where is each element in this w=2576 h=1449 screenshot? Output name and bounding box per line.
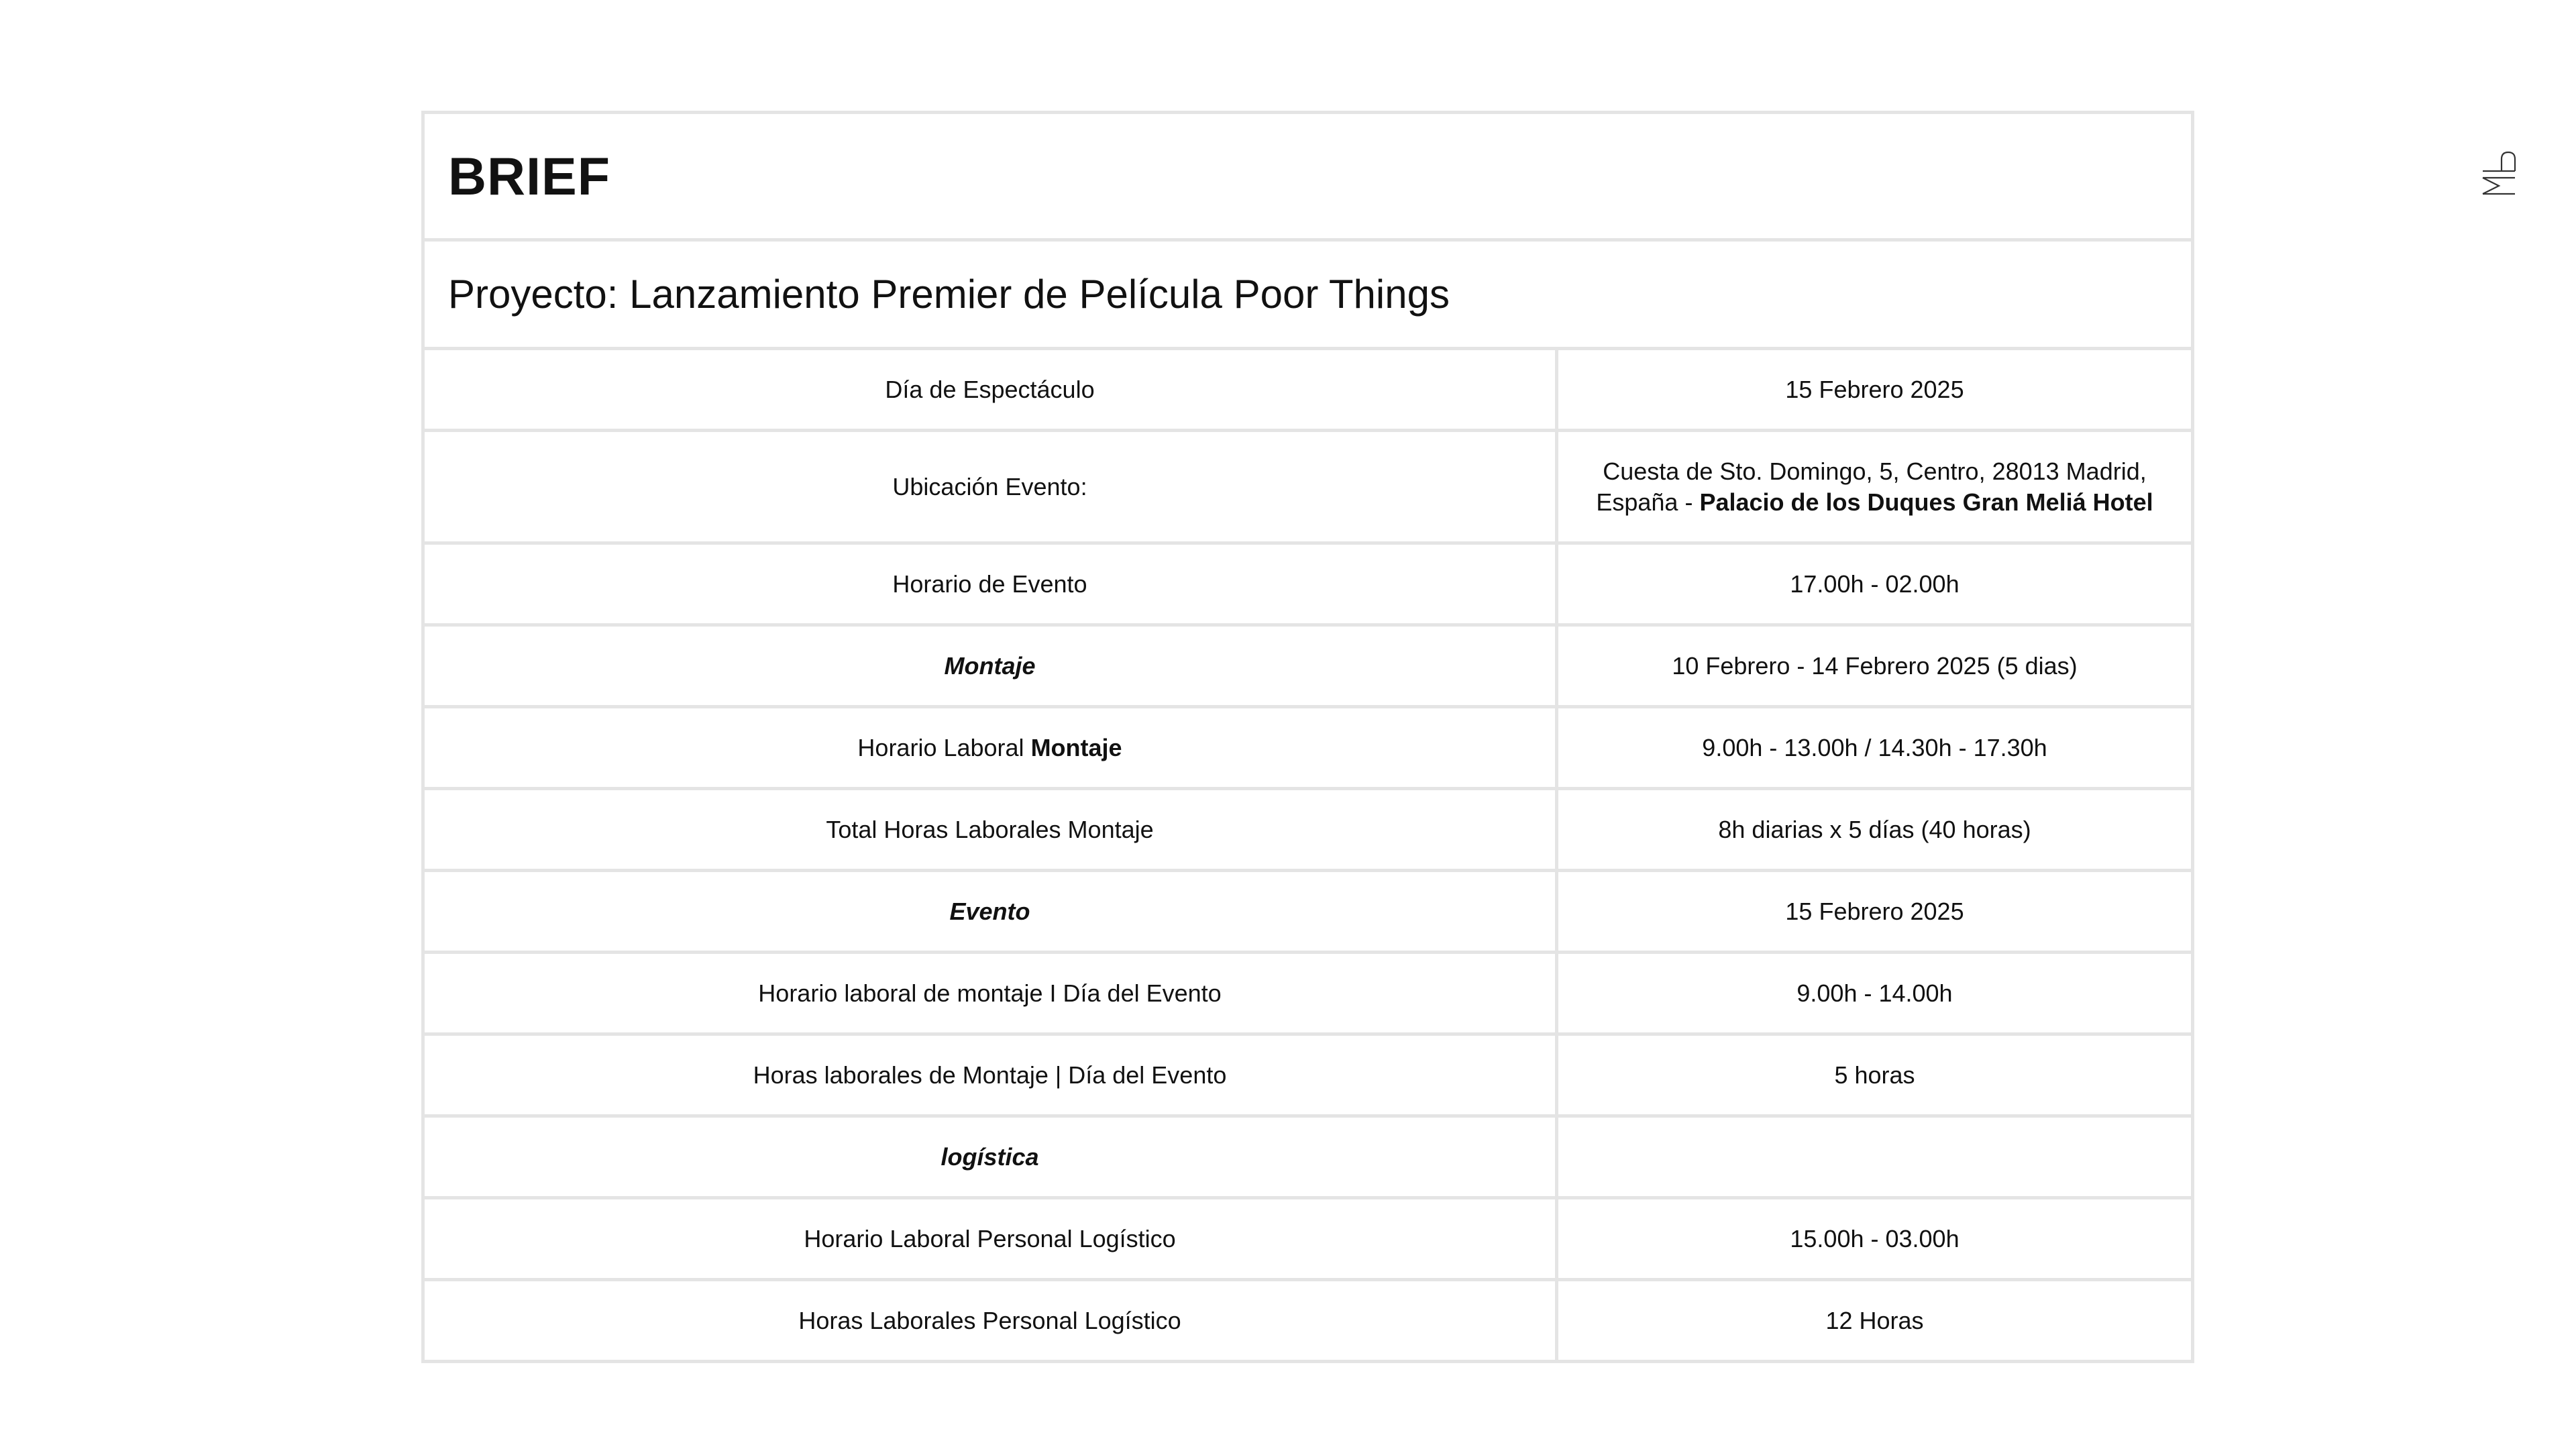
table-row [423, 789, 2193, 871]
row-label: Total Horas Laborales Montaje [423, 789, 1557, 871]
table-row [423, 431, 2193, 543]
row-value: 15 Febrero 2025 [1557, 871, 2193, 953]
table-row [423, 1116, 2193, 1198]
table-row [423, 707, 2193, 789]
row-label [423, 707, 1557, 789]
row-value: 15.00h - 03.00h [1557, 1198, 2193, 1280]
row-value: 5 horas [1557, 1034, 2193, 1116]
table-row [423, 349, 2193, 431]
row-value: 17.00h - 02.00h [1557, 543, 2193, 625]
row-value [1557, 1116, 2193, 1198]
row-value: 8h diarias x 5 días (40 horas) [1557, 789, 2193, 871]
project-title: Proyecto: Lanzamiento Premier de Película Poor Things [423, 240, 2193, 349]
row-label: Horario de Evento [423, 543, 1557, 625]
table-row [423, 1034, 2193, 1116]
row-value: 15 Febrero 2025 [1557, 349, 2193, 431]
table-row [423, 1280, 2193, 1362]
page-title: BRIEF [423, 113, 2193, 240]
venue-name: Palacio de los Duques Gran Meliá Hotel [1699, 488, 2153, 516]
mp-logo-svg [2479, 147, 2519, 195]
row-value: 12 Horas [1557, 1280, 2193, 1362]
row-label: Ubicación Evento: [423, 431, 1557, 543]
section-label: Montaje [423, 625, 1557, 707]
mp-logo-icon [2475, 144, 2522, 198]
table-row [423, 543, 2193, 625]
address-country: España - [1596, 488, 1700, 516]
row-label: Horario laboral de montaje I Día del Evento [423, 953, 1557, 1034]
row-value [1557, 431, 2193, 543]
project-row [423, 240, 2193, 349]
title-row [423, 113, 2193, 240]
row-label: Horas Laborales Personal Logístico [423, 1280, 1557, 1362]
label-bold: Montaje [1030, 733, 1122, 761]
row-label: Horario Laboral Personal Logístico [423, 1198, 1557, 1280]
row-value: 9.00h - 14.00h [1557, 953, 2193, 1034]
section-label: Evento [423, 871, 1557, 953]
label-prefix: Horario Laboral [857, 733, 1031, 761]
brief-table [421, 111, 2194, 1363]
table-row [423, 625, 2193, 707]
address-line: Cuesta de Sto. Domingo, 5, Centro, 28013 Madrid, [1603, 457, 2147, 485]
section-label: logística [423, 1116, 1557, 1198]
row-label: Día de Espectáculo [423, 349, 1557, 431]
table-row [423, 953, 2193, 1034]
row-value: 10 Febrero - 14 Febrero 2025 (5 dias) [1557, 625, 2193, 707]
table-row [423, 1198, 2193, 1280]
row-value: 9.00h - 13.00h / 14.30h - 17.30h [1557, 707, 2193, 789]
row-label: Horas laborales de Montaje | Día del Evento [423, 1034, 1557, 1116]
table-row [423, 871, 2193, 953]
